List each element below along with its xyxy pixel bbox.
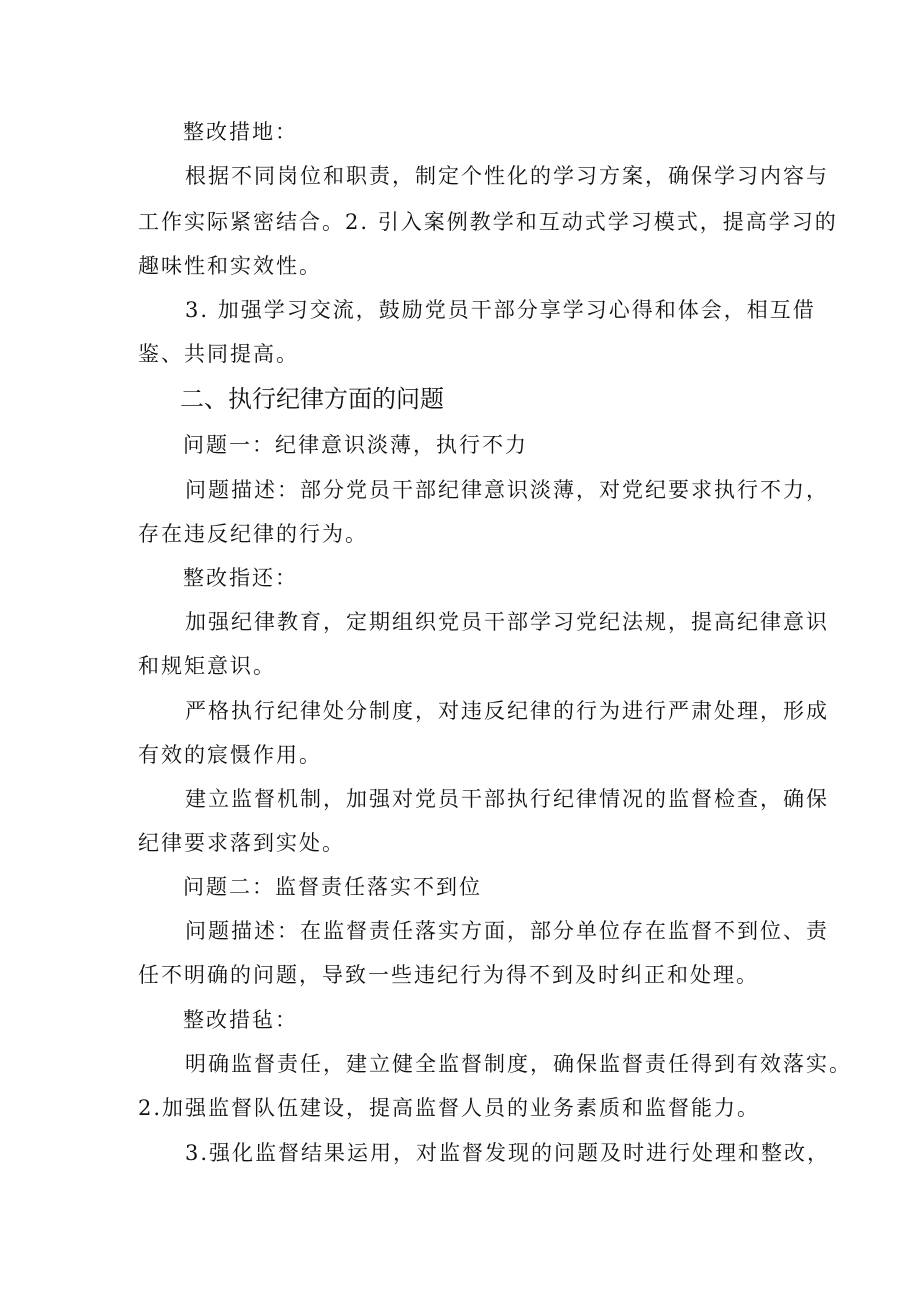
paragraph-line: 加强纪律教育，定期组织党员干部学习党纪法规，提高纪律意识 [185, 610, 829, 634]
paragraph-line: 根据不同岗位和职责，制定个性化的学习方案，确保学习内容与 [185, 164, 829, 188]
paragraph-line: 趣味性和实效性。 [138, 254, 322, 278]
issue-description-line: 问题描述：在监督责任落实方面，部分单位存在监督不到位、责 [185, 919, 829, 943]
paragraph-line: 有效的宸慑作用。 [138, 743, 322, 767]
issue-description-line: 问题描述：部分党员干部纪律意识淡薄，对党纪要求执行不力， [185, 478, 829, 502]
paragraph-line: 3.强化监督结果运用，对监督发现的问题及时进行处理和整改， [185, 1141, 831, 1165]
issue-title-1: 问题一：纪律意识淡薄，执行不力 [183, 433, 528, 457]
paragraph-line: 明确监督责任，建立健全监督制度，确保监督责任得到有效落实。 [185, 1052, 852, 1076]
measures-label-1: 整改措地： [183, 120, 298, 144]
paragraph-line: 和规矩意识。 [138, 654, 276, 678]
paragraph-line: 工作实际紧密结合。2. 引入案例教学和互动式学习模式，提高学习的 [138, 210, 838, 234]
paragraph-line: 纪律要求落到实处。 [138, 831, 345, 855]
measures-label-2: 整改指还： [183, 566, 298, 590]
paragraph-line: 3. 加强学习交流，鼓励党员干部分享学习心得和体会，相互借 [185, 298, 816, 322]
issue-description-line: 存在违反纪律的行为。 [138, 522, 368, 546]
paragraph-line: 严格执行纪律处分制度，对违反纪律的行为进行严肃处理，形成 [185, 699, 829, 723]
section-heading: 二、执行纪律方面的问题 [180, 385, 444, 413]
issue-description-line: 任不明确的问题，导致一些违纪行为得不到及时纠正和处理。 [138, 963, 759, 987]
measures-label-3: 整改措毡： [183, 1008, 298, 1032]
paragraph-line: 建立监督机制，加强对党员干部执行纪律情况的监督检查，确保 [185, 787, 829, 811]
paragraph-line: 鉴、共同提高。 [138, 342, 299, 366]
paragraph-line: 2.加强监督队伍建设，提高监督人员的业务素质和监督能力。 [138, 1096, 761, 1120]
issue-title-2: 问题二：监督责任落实不到位 [183, 875, 482, 899]
